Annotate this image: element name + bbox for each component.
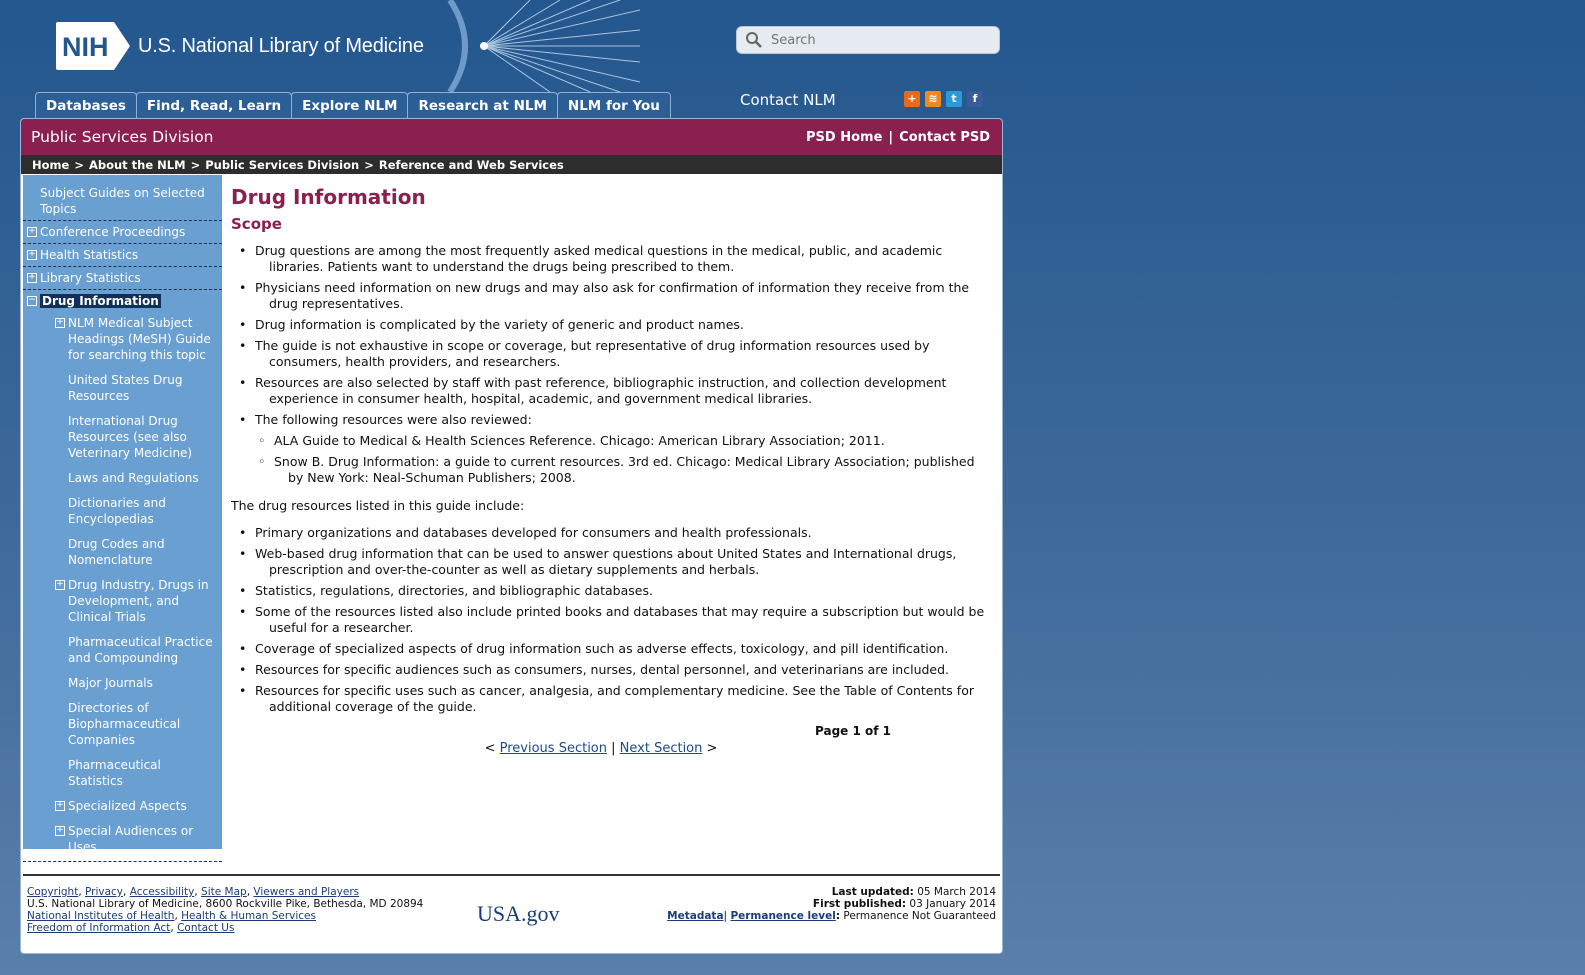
collapse-icon[interactable]: − — [28, 295, 36, 305]
tab-nlm-for-you[interactable]: NLM for You — [557, 92, 671, 119]
bullet-icon: • — [239, 412, 247, 427]
breadcrumb-psd[interactable]: Public Services Division — [205, 158, 360, 172]
tab-explore-nlm[interactable]: Explore NLM — [291, 92, 408, 119]
footer-address: U.S. National Library of Medicine, 8600 Rockville Pike, Bethesda, MD 20894 — [27, 898, 424, 910]
scope-list-item: • Drug information is complicated by the variety of generic and product names. — [239, 317, 744, 332]
tab-databases[interactable]: Databases — [35, 92, 137, 119]
search-input[interactable] — [769, 32, 973, 49]
bullet-icon: • — [239, 317, 247, 332]
privacy-link[interactable]: Privacy — [85, 886, 124, 898]
permanence-link[interactable]: Permanence level — [730, 910, 836, 922]
sidebar — [23, 175, 222, 854]
sidebar-subitem[interactable]: International Drug Resources (see also Veterinary Medicine) — [68, 414, 193, 460]
footer-left: Copyright, Privacy, Accessibility, Site Map, Viewers and Players U.S. National Library of Medicine, 8600 Rockville Pike, Bethesda, MD 20894 National Institutes of Health, Health & Human Services Freedom of Information Act, Contact Us — [27, 886, 424, 934]
bullet-icon: • — [239, 683, 247, 698]
contact-psd-link[interactable]: Contact PSD — [899, 129, 990, 145]
bullet-icon: • — [239, 583, 247, 598]
metadata-link[interactable]: Metadata — [667, 910, 724, 922]
psd-header-bar — [21, 119, 1002, 156]
nih-link[interactable]: National Institutes of Health — [27, 910, 175, 922]
scope-list-item: • Physicians need information on new drugs and may also ask for confirmation of information they receive from the drug representatives. — [239, 280, 970, 311]
breadcrumb-reference[interactable]: Reference and Web Services — [378, 158, 564, 172]
breadcrumb: Home > About the NLM > Public Services Division > Reference and Web Services — [21, 156, 1002, 174]
sidebar-item-drug-information[interactable]: − Drug Information — [28, 294, 159, 308]
sidebar-item-conference[interactable]: + Conference Proceedings — [23, 221, 222, 244]
bullet-icon: • — [239, 546, 247, 561]
contact-nlm-link[interactable]: Contact NLM — [740, 91, 836, 109]
include-list-item: • Some of the resources listed also include printed books and databases that may require a subscription but would be useful for a researcher. — [239, 604, 985, 635]
sidebar-subitem[interactable]: Laws and Regulations — [68, 471, 199, 485]
section-nav: < Previous Section | Next Section > — [484, 741, 718, 756]
include-list-item: • Web-based drug information that can be used to answer questions about United States and International drugs, prescription and over-the-counter as well as dietary supplements and herbals. — [239, 546, 957, 577]
sidebar-subitem[interactable]: Drug Codes and Nomenclature — [68, 537, 165, 567]
sidebar-subitem[interactable]: + NLM Medical Subject Headings (MeSH) Guide for searching this topic — [56, 316, 211, 362]
last-updated-value: 05 March 2014 — [917, 886, 996, 898]
site-map-link[interactable]: Site Map — [201, 886, 247, 898]
breadcrumb-home[interactable]: Home — [32, 158, 70, 172]
tab-find-read-learn[interactable]: Find, Read, Learn — [136, 92, 292, 119]
sidebar-subitem[interactable]: United States Drug Resources — [68, 373, 183, 403]
hhs-link[interactable]: Health & Human Services — [181, 910, 316, 922]
starburst-decoration — [440, 0, 640, 92]
permanence-value: Permanence Not Guaranteed — [843, 910, 996, 922]
sidebar-subitem[interactable]: Directories of Biopharmaceutical Companies — [68, 701, 181, 747]
include-list-item: • Coverage of specialized aspects of drug information such as adverse effects, toxicology, and pill identification. — [239, 641, 949, 656]
bullet-icon: ◦ — [258, 454, 266, 469]
psd-home-link[interactable]: PSD Home — [806, 129, 883, 145]
sidebar-subitem[interactable]: Major Journals — [68, 676, 153, 690]
expand-icon[interactable]: + — [56, 579, 64, 589]
bullet-icon: • — [239, 338, 247, 353]
include-list-item: • Statistics, regulations, directories, and bibliographic databases. — [239, 583, 653, 598]
social-icons — [904, 91, 983, 107]
usagov-logo[interactable]: USA.gov — [477, 901, 560, 926]
scope-list-item: • The guide is not exhaustive in scope or coverage, but representative of drug information resources used by consumers, health providers, and researchers. — [239, 338, 930, 369]
psd-links-separator: | — [888, 129, 894, 145]
sidebar-subitem[interactable]: + Special Audiences or Uses — [23, 820, 222, 862]
reviewed-list-item: ◦ Snow B. Drug Information: a guide to current resources. 3rd ed. Chicago: Medical Library Association; published by New York: Neal-Schuman Publishers; 2008. — [258, 454, 975, 485]
psd-title: Public Services Division — [31, 128, 214, 146]
intro-text: The drug resources listed in this guide include: — [231, 498, 525, 513]
bullet-icon: • — [239, 525, 247, 540]
first-published-value: 03 January 2014 — [909, 898, 996, 910]
sidebar-item-library-stats[interactable]: + Library Statistics — [23, 267, 222, 290]
bullet-icon: • — [239, 604, 247, 619]
expand-icon[interactable]: + — [56, 317, 64, 327]
reviewed-list-item: ◦ ALA Guide to Medical & Health Sciences Reference. Chicago: American Library Association; 2011. — [258, 433, 885, 448]
search-icon[interactable] — [743, 29, 765, 51]
sidebar-subitem[interactable]: Pharmaceutical Statistics — [68, 758, 161, 788]
main-nav-tabs — [35, 92, 670, 119]
reviewed-list — [231, 433, 991, 486]
rss-icon[interactable]: ≋ — [925, 91, 941, 107]
expand-icon[interactable]: + — [56, 800, 64, 810]
footer-right: Last updated: 05 March 2014 First published: 03 January 2014 Metadata| Permanence level: Permanence Not Guaranteed — [667, 886, 996, 922]
share-icon[interactable]: + — [904, 91, 920, 107]
scope-list-item: • The following resources were also reviewed: — [239, 412, 532, 427]
footer-divider — [23, 874, 1000, 876]
foia-link[interactable]: Freedom of Information Act — [27, 922, 171, 934]
page-indicator: Page 1 of 1 — [815, 724, 891, 738]
sidebar-subitem[interactable]: Dictionaries and Encyclopedias — [68, 496, 166, 526]
svg-text:NIH: NIH — [62, 32, 109, 62]
viewers-link[interactable]: Viewers and Players — [253, 886, 360, 898]
include-list-item: • Primary organizations and databases developed for consumers and health professionals. — [239, 525, 812, 540]
contact-us-link[interactable]: Contact Us — [177, 922, 235, 934]
sidebar-subitem[interactable]: + Drug Industry, Drugs in Development, and Clinical Trials — [56, 578, 209, 624]
include-list-item: • Resources for specific uses such as cancer, analgesia, and complementary medicine. See the Table of Contents for additional coverage of the guide. — [239, 683, 974, 714]
tab-research-at-nlm[interactable]: Research at NLM — [407, 92, 557, 119]
nlm-logo[interactable] — [56, 22, 424, 70]
sidebar-subitem[interactable]: Pharmaceutical Practice and Compounding — [68, 635, 213, 665]
copyright-link[interactable]: Copyright — [27, 886, 79, 898]
scope-list — [231, 243, 991, 428]
twitter-icon[interactable]: t — [946, 91, 962, 107]
accessibility-link[interactable]: Accessibility — [129, 886, 195, 898]
expand-icon[interactable]: + — [28, 272, 36, 282]
sidebar-item-subject-guides[interactable]: Subject Guides on Selected Topics — [23, 175, 222, 221]
last-updated-label: Last updated: — [831, 886, 914, 898]
main-content — [231, 185, 991, 756]
bullet-icon: • — [239, 375, 247, 390]
sidebar-subitem[interactable]: + Specialized Aspects — [56, 799, 187, 813]
nih-logo-mark — [56, 22, 130, 70]
expand-icon[interactable]: + — [28, 226, 36, 236]
include-list-item: • Resources for specific audiences such as consumers, nurses, dental personnel, and veterinarians are included. — [239, 662, 950, 677]
expand-icon[interactable]: + — [56, 825, 64, 835]
page-title: Drug Information — [231, 185, 426, 209]
bullet-icon: ◦ — [258, 433, 266, 448]
bullet-icon: • — [239, 641, 247, 656]
first-published-label: First published: — [812, 898, 907, 910]
section-heading-scope: Scope — [231, 215, 282, 233]
main-panel — [20, 118, 1003, 954]
breadcrumb-about-nlm[interactable]: About the NLM — [88, 158, 186, 172]
next-section-link[interactable]: Next Section — [619, 741, 703, 756]
bullet-icon: • — [239, 280, 247, 295]
sidebar-item-health-stats[interactable]: + Health Statistics — [23, 244, 222, 267]
bullet-icon: • — [239, 662, 247, 677]
expand-icon[interactable]: + — [28, 249, 36, 259]
previous-section-link[interactable]: Previous Section — [499, 741, 607, 756]
logo-text: U.S. National Library of Medicine — [138, 34, 424, 57]
scope-list-item: • Resources are also selected by staff with past reference, bibliographic instruction, and collection development experience in consumer health, hospital, academic, and government medical libraries. — [239, 375, 947, 406]
bullet-icon: • — [239, 243, 247, 258]
include-list — [231, 525, 991, 715]
scope-list-item: • Drug questions are among the most frequently asked medical questions in the medical, public, and academic libraries. Patients want to understand the drugs being prescribed to them. — [239, 243, 943, 274]
facebook-icon[interactable]: f — [967, 91, 983, 107]
search-box[interactable] — [736, 26, 1000, 54]
